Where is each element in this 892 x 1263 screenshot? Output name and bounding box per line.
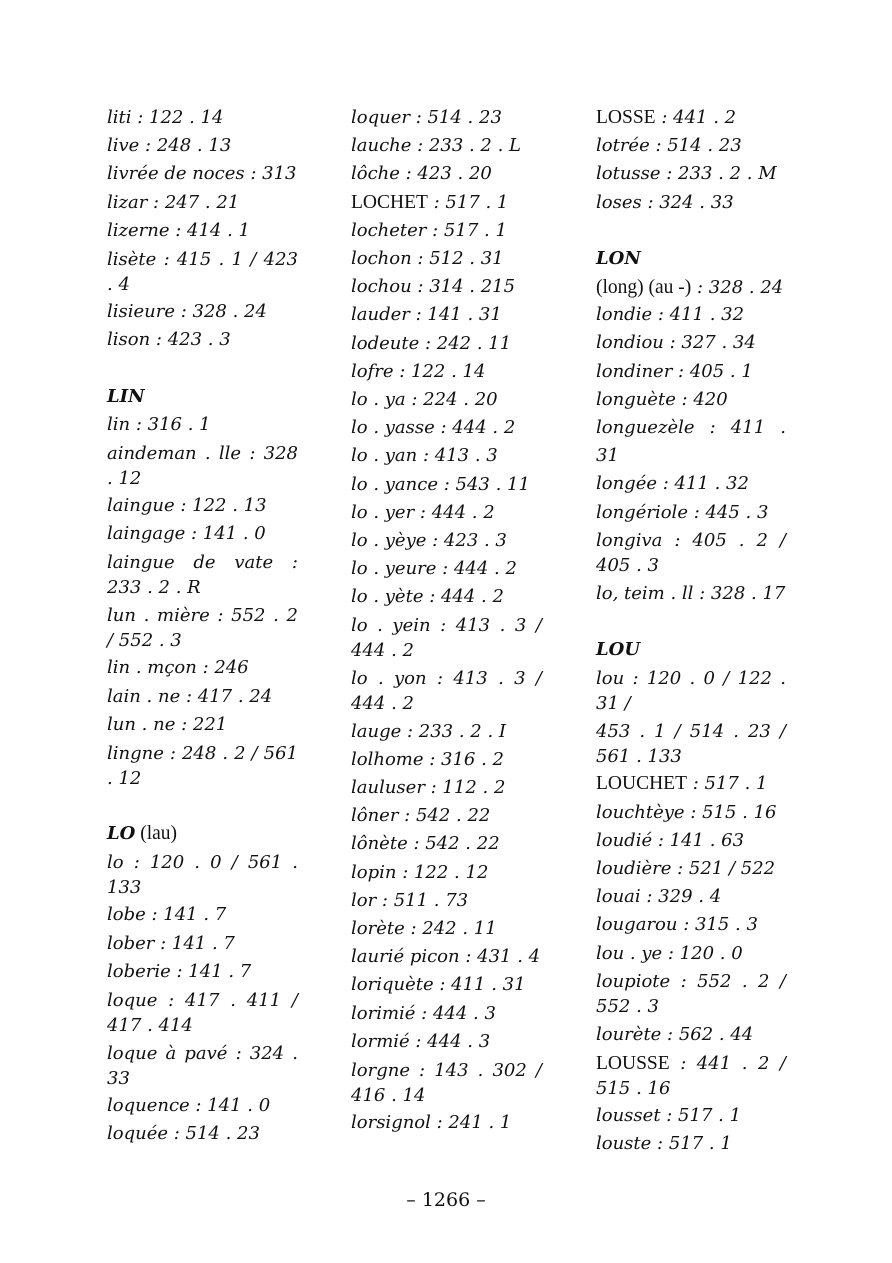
index-entry: lorgne : 143 . 302 / 416 . 14 <box>351 1059 542 1106</box>
section-gap <box>107 792 298 820</box>
index-entry <box>351 189 542 217</box>
index-entry: lorimié : 444 . 3 <box>351 1002 496 1024</box>
index-entry: lo, teim . ll : 328 . 17 <box>596 582 786 604</box>
section-heading <box>107 383 298 411</box>
index-entry: lauge : 233 . 2 . I <box>351 720 507 742</box>
index-entry: lo . yèye : 423 . 3 <box>351 530 507 552</box>
index-reference: : 441 . 2 <box>655 107 737 128</box>
index-entry: lauder : 141 . 31 <box>351 304 502 326</box>
index-entry: lun . mière : 552 . 2 / 552 . 3 <box>107 604 298 651</box>
index-entry: lofre : 122 . 14 <box>351 360 486 382</box>
index-entry: lo . yer : 444 . 2 <box>351 501 495 523</box>
index-entry: lolhome : 316 . 2 <box>351 748 504 770</box>
index-entry: longée : 411 . 32 <box>596 473 749 495</box>
index-entry: loudié : 141 . 63 <box>596 829 745 851</box>
section-heading-label: LOU <box>596 639 641 661</box>
index-entry <box>596 770 786 798</box>
index-entry: lodeute : 242 . 11 <box>351 332 512 354</box>
index-entry: longiva : 405 . 2 / 405 . 3 <box>596 530 786 577</box>
index-entry: lôner : 542 . 22 <box>351 805 491 827</box>
index-entry: lober : 141 . 7 <box>107 932 235 954</box>
section-gap <box>107 354 298 382</box>
index-entry: lotusse : 233 . 2 . M <box>596 163 777 185</box>
index-entry: loriquète : 411 . 31 <box>351 974 526 996</box>
index-entry: lauche : 233 . 2 . L <box>351 135 522 157</box>
index-entry: livrée de noces : 313 <box>107 163 297 185</box>
index-entry: louste : 517 . 1 <box>596 1133 732 1155</box>
page-number: – 1266 – <box>406 1189 486 1211</box>
index-entry: locheter : 517 . 1 <box>351 219 507 241</box>
index-entry: lo . yeure : 444 . 2 <box>351 558 517 580</box>
index-column-2 <box>351 104 542 1137</box>
index-headword: LOUSSE <box>596 1052 670 1074</box>
index-entry: lousset : 517 . 1 <box>596 1105 742 1127</box>
index-entry: lourète : 562 . 44 <box>596 1023 754 1045</box>
index-entry: lochon : 512 . 31 <box>351 248 504 270</box>
index-entry: loudière : 521 / 522 <box>596 858 776 880</box>
index-reference: : 441 . 2 / 515 . 16 <box>596 1052 786 1099</box>
section-heading-label: LO <box>107 823 136 845</box>
index-entry: lônète : 542 . 22 <box>351 833 500 855</box>
section-heading-label: LIN <box>107 385 145 407</box>
index-entry: lo . yasse : 444 . 2 <box>351 417 516 439</box>
index-entry: longériole : 445 . 3 <box>596 501 769 523</box>
index-reference: : 517 . 1 <box>427 191 509 213</box>
index-entry: lin : 316 . 1 <box>107 413 211 435</box>
index-entry: lo . yan : 413 . 3 <box>351 445 498 467</box>
index-entry: lougarou : 315 . 3 <box>596 914 758 936</box>
index-entry: lisieure : 328 . 24 <box>107 301 267 323</box>
index-entry: loque à pavé : 324 . 33 <box>107 1042 298 1089</box>
index-entry: lor : 511 . 73 <box>351 889 469 911</box>
index-entry: lorète : 242 . 11 <box>351 918 497 940</box>
index-entry: loses : 324 . 33 <box>596 191 734 213</box>
index-entry: loquée : 514 . 23 <box>107 1123 260 1145</box>
section-gap <box>596 608 786 636</box>
index-entry: lain . ne : 417 . 24 <box>107 685 273 707</box>
index-entry: loque : 417 . 411 / 417 . 414 <box>107 989 298 1036</box>
index-entry: loquer : 514 . 23 <box>351 107 502 128</box>
index-entry: lochou : 314 . 215 <box>351 276 516 298</box>
index-entry: lo . yète : 444 . 2 <box>351 586 504 608</box>
index-entry: lison : 423 . 3 <box>107 329 231 351</box>
index-headword: LOCHET <box>351 191 428 213</box>
index-entry: lou . ye : 120 . 0 <box>596 942 743 964</box>
index-entry: londiou : 327 . 34 <box>596 332 756 354</box>
section-heading-note: (lau) <box>135 823 178 845</box>
index-entry: lisète : 415 . 1 / 423 . 4 <box>107 248 298 295</box>
index-entry: 453 . 1 / 514 . 23 / 561 . 133 <box>596 720 786 767</box>
index-entry: lo . yance : 543 . 11 <box>351 473 530 495</box>
index-entry: lotrée : 514 . 23 <box>596 135 742 157</box>
index-entry: lo . yon : 413 . 3 / 444 . 2 <box>351 668 542 715</box>
index-entry <box>596 1049 786 1102</box>
index-entry: louchtèye : 515 . 16 <box>596 801 777 823</box>
index-reference: : 328 . 24 <box>691 276 784 298</box>
section-heading <box>596 245 786 273</box>
index-entry: laurié picon : 431 . 4 <box>351 946 541 968</box>
index-entry: lizar : 247 . 21 <box>107 191 240 213</box>
index-entry: lin . mçon : 246 <box>107 657 249 679</box>
index-entry: londiner : 405 . 1 <box>596 360 753 382</box>
index-entry: loupiote : 552 . 2 / 552 . 3 <box>596 971 786 1018</box>
section-gap <box>596 217 786 245</box>
index-entry: liti : 122 . 14 <box>107 107 224 128</box>
section-heading-label: LON <box>596 248 641 269</box>
index-entry: lingne : 248 . 2 / 561 . 12 <box>107 742 298 789</box>
index-headword: (long) (au -) <box>596 276 692 298</box>
index-entry: louai : 329 . 4 <box>596 886 722 908</box>
index-entry: lormié : 444 . 3 <box>351 1030 491 1052</box>
index-entry <box>596 273 786 301</box>
index-entry: lo . ya : 224 . 20 <box>351 389 498 411</box>
index-entry: laingue : 122 . 13 <box>107 495 267 517</box>
index-column-1 <box>107 104 298 1148</box>
index-entry: loberie : 141 . 7 <box>107 960 252 982</box>
index-entry: londie : 411 . 32 <box>596 304 745 326</box>
index-entry: lopin : 122 . 12 <box>351 861 489 883</box>
index-entry: laingage : 141 . 0 <box>107 523 266 545</box>
index-entry: longuète : 420 <box>596 388 728 410</box>
index-entry: lôche : 423 . 20 <box>351 163 492 185</box>
index-entry: lobe : 141 . 7 <box>107 904 227 926</box>
index-entry: live : 248 . 13 <box>107 135 232 157</box>
index-column-3 <box>596 104 786 1158</box>
index-headword: LOUCHET <box>596 773 687 795</box>
section-heading <box>107 820 298 848</box>
index-entry <box>596 104 786 132</box>
index-entry: lou : 120 . 0 / 122 . 31 / <box>596 667 786 714</box>
index-entry: laingue de vate : 233 . 2 . R <box>107 551 298 598</box>
index-entry: lorsignol : 241 . 1 <box>351 1112 512 1134</box>
index-entry: lauluser : 112 . 2 <box>351 777 506 799</box>
index-entry: lo . yein : 413 . 3 / 444 . 2 <box>351 615 542 662</box>
index-headword: LOSSE <box>596 107 656 128</box>
index-entry: lun . ne : 221 <box>107 713 228 735</box>
index-entry: lo : 120 . 0 / 561 . 133 <box>107 851 298 898</box>
index-entry: aindeman . lle : 328 . 12 <box>107 442 298 489</box>
index-entry: longuezèle : 411 . 31 <box>596 417 786 467</box>
section-heading <box>596 636 786 664</box>
index-reference: : 517 . 1 <box>687 773 768 795</box>
index-entry: lizerne : 414 . 1 <box>107 219 250 241</box>
index-entry: loquence : 141 . 0 <box>107 1095 271 1117</box>
